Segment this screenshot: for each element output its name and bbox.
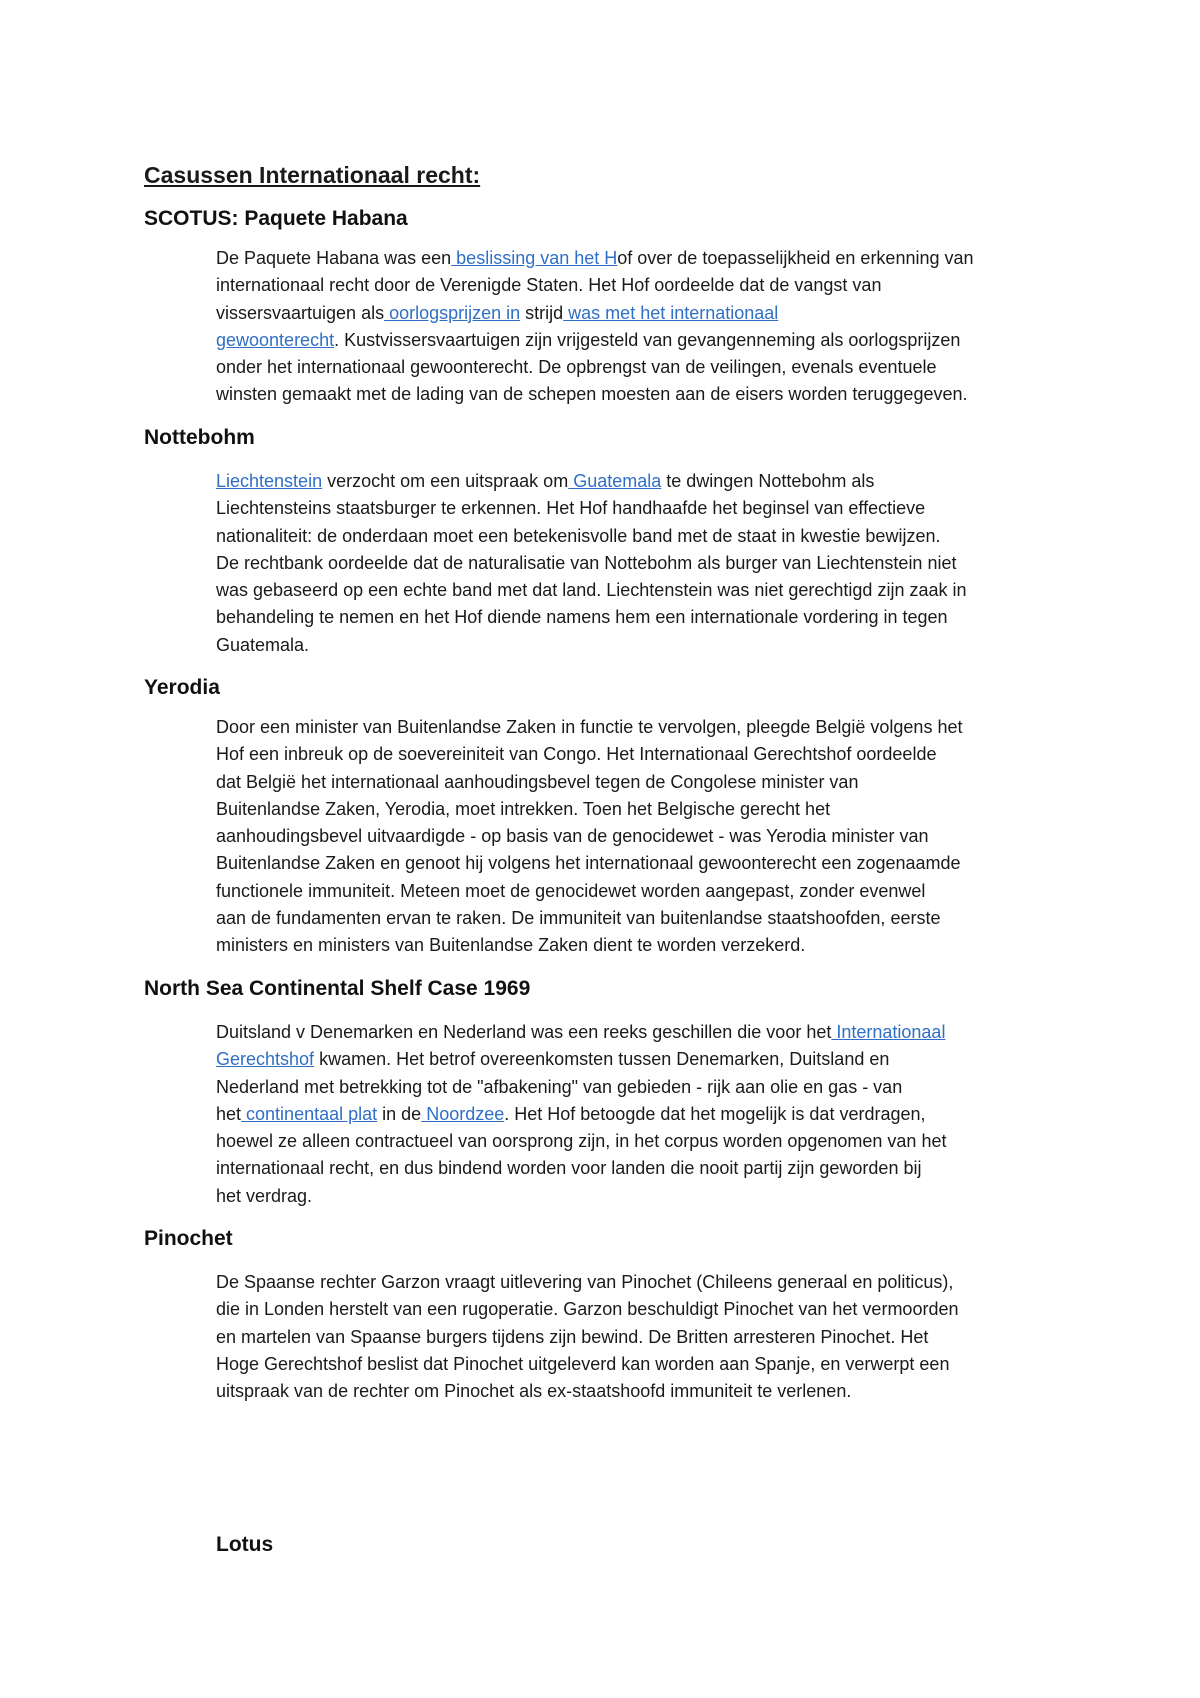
- section-heading-lotus: Lotus: [216, 1533, 274, 1556]
- text-run: verzocht om een uitspraak om: [322, 471, 569, 491]
- text-run: . Kustvissersvaartuigen zijn vrijgesteld van gevangenneming als oorlogsprijzen: [334, 329, 961, 350]
- hyperlink[interactable]: Internationaal: [831, 1022, 946, 1042]
- text-run: ministers en ministers van Buitenlandse Zaken dient te worden verzekerd.: [216, 935, 806, 956]
- section-body-pinochet: [216, 1269, 1086, 1405]
- text-run: Duitsland v Denemarken en Nederland was een reeks geschillen die voor het: [216, 1022, 832, 1042]
- text-run: behandeling te nemen en het Hof diende namens hem een internationale vordering in tegen: [216, 607, 948, 628]
- paragraph-line: [216, 905, 1086, 932]
- text-run: Buitenlandse Zaken en genoot hij volgens het internationaal gewoonterecht een zogenaamde: [216, 853, 961, 874]
- paragraph-line: [216, 1019, 1086, 1046]
- text-run: De Spaanse rechter Garzon vraagt uitlevering van Pinochet (Chileens generaal en politicus),: [216, 1272, 954, 1292]
- paragraph-line: [216, 1378, 1086, 1405]
- paragraph-line: [216, 1296, 1086, 1323]
- hyperlink[interactable]: Liechtenstein: [216, 471, 323, 491]
- text-run: Hoge Gerechtshof beslist dat Pinochet uitgeleverd kan worden aan Spanje, en verwerpt een: [216, 1353, 950, 1374]
- section-body-nottebohm: [216, 468, 1086, 659]
- text-run: functionele immuniteit. Meteen moet de genocidewet worden aangepast, zonder evenwel: [216, 880, 926, 901]
- text-run: hoewel ze alleen contractueel van oorsprong zijn, in het corpus worden opgenomen van het: [216, 1131, 947, 1152]
- paragraph-line: [216, 1101, 1086, 1128]
- paragraph-line: [216, 300, 1086, 327]
- paragraph-line: [216, 850, 1086, 877]
- text-run: of: [617, 248, 633, 268]
- text-run: De rechtbank oordeelde dat de naturalisatie van Nottebohm als burger van Liechtenstein niet: [216, 552, 957, 573]
- text-run: nationaliteit: de onderdaan moet een betekenisvolle band met de staat in kwestie bewijzen.: [216, 525, 941, 546]
- text-run: internationaal recht, en dus bindend worden voor landen die nooit partij zijn geworden bij: [216, 1158, 922, 1179]
- paragraph-line: [216, 1128, 1086, 1155]
- paragraph-line: [216, 550, 1086, 577]
- text-run: was gebaseerd op een echte band met dat land. Liechtenstein was niet gerechtigd zijn zaak in: [216, 580, 967, 601]
- text-run: Guatemala.: [216, 634, 310, 655]
- hyperlink[interactable]: Guatemala: [568, 471, 662, 491]
- section-body-north-sea: [216, 1019, 1086, 1210]
- hyperlink[interactable]: oorlogsprijzen in: [384, 302, 521, 323]
- text-run: aan de fundamenten ervan te raken. De immuniteit van buitenlandse staatshoofden, eerste: [216, 908, 941, 929]
- paragraph-line: [216, 632, 1086, 659]
- text-run: het: [216, 1103, 242, 1124]
- paragraph-line: [216, 495, 1086, 522]
- paragraph-line: [216, 1269, 1086, 1296]
- paragraph-line: [216, 1183, 1086, 1210]
- section-heading-yerodia: Yerodia: [144, 676, 220, 699]
- text-run: internationaal recht door de Verenigde Staten. Het Hof oordeelde dat de vangst van: [216, 275, 882, 296]
- text-run: Nederland met betrekking tot de "afbakening" van gebieden - rijk aan olie en gas - van: [216, 1076, 903, 1097]
- text-run: onder het internationaal gewoonterecht. De opbrengst van de veilingen, evenals eventuele: [216, 357, 937, 378]
- text-run: in de: [377, 1103, 422, 1124]
- text-run: . Het Hof betoogde dat het mogelijk is dat verdragen,: [504, 1103, 926, 1124]
- text-run: dat België het internationaal aanhoudingsbevel tegen de Congolese minister van: [216, 771, 859, 792]
- paragraph-line: [216, 796, 1086, 823]
- paragraph-line: [216, 1324, 1086, 1351]
- text-run: Hof een inbreuk op de soevereiniteit van Congo. Het Internationaal Gerechtshof oordeelde: [216, 744, 937, 765]
- section-heading-north-sea: North Sea Continental Shelf Case 1969: [144, 977, 531, 1000]
- hyperlink[interactable]: was met het internationaal: [563, 302, 779, 323]
- paragraph-line: [216, 523, 1086, 550]
- section-heading-nottebohm: Nottebohm: [144, 426, 255, 449]
- text-run: strijd: [520, 302, 564, 323]
- hyperlink[interactable]: Noordzee: [421, 1103, 505, 1124]
- paragraph-line: [216, 272, 1086, 299]
- paragraph-line: [216, 932, 1086, 959]
- paragraph-line: [216, 327, 1086, 354]
- paragraph-line: [216, 245, 1086, 272]
- text-run: over de toepasselijkheid en erkenning van: [632, 248, 974, 268]
- text-run: Liechtensteins staatsburger te erkennen. Het Hof handhaafde het beginsel van effectieve: [216, 498, 926, 519]
- paragraph-line: [216, 1351, 1086, 1378]
- paragraph-line: [216, 354, 1086, 381]
- text-run: het verdrag.: [216, 1185, 313, 1206]
- section-body-paquete-habana: [216, 245, 1086, 409]
- page-title: Casussen Internationaal recht:: [144, 162, 481, 188]
- paragraph-line: [216, 577, 1086, 604]
- section-body-yerodia: [216, 714, 1086, 960]
- hyperlink[interactable]: beslissing van het H: [451, 248, 618, 268]
- text-run: te dwingen Nottebohm als: [661, 471, 875, 491]
- section-heading-paquete-habana: SCOTUS: Paquete Habana: [144, 207, 408, 230]
- paragraph-line: [216, 714, 1086, 741]
- text-run: Buitenlandse Zaken, Yerodia, moet intrekken. Toen het Belgische gerecht het: [216, 798, 831, 819]
- paragraph-line: [216, 878, 1086, 905]
- paragraph-line: [216, 769, 1086, 796]
- paragraph-line: [216, 1155, 1086, 1182]
- text-run: kwamen. Het betrof overeenkomsten tussen Denemarken, Duitsland en: [314, 1049, 890, 1070]
- hyperlink[interactable]: gewoonterecht: [216, 329, 335, 350]
- paragraph-line: [216, 604, 1086, 631]
- paragraph-line: [216, 823, 1086, 850]
- paragraph-line: [216, 381, 1086, 408]
- paragraph-line: [216, 741, 1086, 768]
- text-run: vissersvaartuigen als: [216, 302, 385, 323]
- text-run: winsten gemaakt met de lading van de schepen moesten aan de eisers worden teruggegeven.: [216, 384, 968, 405]
- section-heading-pinochet: Pinochet: [144, 1227, 233, 1250]
- text-run: aanhoudingsbevel uitvaardigde - op basis van de genocidewet - was Yerodia minister van: [216, 826, 929, 847]
- text-run: Door een minister van Buitenlandse Zaken in functie te vervolgen, pleegde België volgens het: [216, 717, 963, 737]
- paragraph-line: [216, 468, 1086, 495]
- text-run: uitspraak van de rechter om Pinochet als ex-staatshoofd immuniteit te verlenen.: [216, 1381, 852, 1402]
- paragraph-line: [216, 1046, 1086, 1073]
- text-run: De Paquete Habana was een: [216, 248, 452, 268]
- text-run: en martelen van Spaanse burgers tijdens zijn bewind. De Britten arresteren Pinochet. Het: [216, 1326, 929, 1347]
- text-run: die in Londen herstelt van een rugoperatie. Garzon beschuldigt Pinochet van het vermoorden: [216, 1299, 959, 1320]
- hyperlink[interactable]: continentaal plat: [241, 1103, 378, 1124]
- hyperlink[interactable]: Gerechtshof: [216, 1049, 315, 1070]
- paragraph-line: [216, 1074, 1086, 1101]
